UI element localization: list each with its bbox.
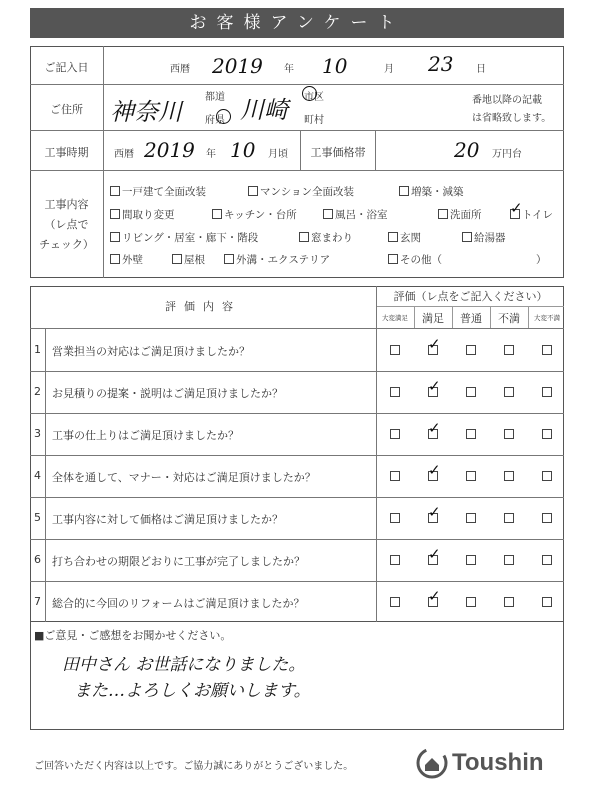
date-year-value[interactable]: 2019 [212, 54, 263, 78]
type-option-other[interactable] [388, 252, 442, 267]
check-mark-icon: ✓ [428, 461, 441, 479]
rating-column-header: 満足 [422, 312, 444, 325]
type-option[interactable] [388, 230, 421, 245]
info-label-divider [103, 46, 104, 278]
rating-checkbox[interactable] [504, 555, 514, 565]
toushin-logo-icon [416, 747, 448, 783]
type-option[interactable] [438, 207, 482, 222]
question-row-divider [30, 497, 564, 498]
rating-checkbox[interactable] [466, 597, 476, 607]
eval-rating-divider [376, 286, 377, 622]
rating-checkbox[interactable] [390, 597, 400, 607]
eval-header: 評価内容 [165, 300, 241, 313]
eval-header-divider [30, 328, 564, 329]
selected-shi-circle [302, 86, 317, 101]
type-option-label: マンション全面改装 [260, 186, 355, 198]
question-row-divider [30, 413, 564, 414]
rating-checkbox[interactable] [542, 513, 552, 523]
type-option-label: 間取り変更 [122, 209, 175, 221]
type-option[interactable] [462, 230, 506, 245]
price-divider-right [375, 130, 376, 170]
address-choson: 町村 [304, 115, 324, 126]
address-note-1: 番地以降の記載 [472, 95, 542, 106]
address-note-2: は省略致します。 [472, 113, 552, 124]
type-option-label: 増築・減築 [411, 186, 464, 198]
rating-checkbox[interactable] [390, 513, 400, 523]
type-option[interactable] [399, 184, 464, 199]
rating-checkbox[interactable] [466, 513, 476, 523]
info-row-divider [30, 130, 564, 131]
period-era: 西暦 [114, 149, 134, 160]
date-era: 西暦 [170, 64, 190, 75]
question-text: 工事の仕上りはご満足頂けましたか？ [52, 429, 239, 442]
rating-checkbox[interactable] [504, 387, 514, 397]
date-month-unit: 月 [384, 64, 394, 75]
house-swirl-icon [416, 747, 448, 779]
address-shi: 市区 [304, 92, 324, 103]
rating-checkbox[interactable] [390, 471, 400, 481]
type-option[interactable] [299, 230, 353, 245]
price-value[interactable]: 20 [454, 138, 480, 162]
rating-checkbox[interactable] [542, 345, 552, 355]
type-option-other-close: ） [536, 254, 547, 266]
question-row-divider [30, 371, 564, 372]
eval-no-divider [45, 328, 46, 622]
rating-checkbox[interactable] [542, 597, 552, 607]
check-mark-icon: ✓ [510, 199, 523, 217]
types-label-1: 工事内容 [44, 198, 89, 211]
period-month-unit: 月頃 [268, 149, 288, 160]
comments-label: ■ご意見・ご感想をお聞かせください。 [34, 629, 232, 642]
types-label-3: チェック） [39, 238, 94, 251]
type-option[interactable] [110, 252, 143, 267]
footer-text: ご回答いただく内容は以上です。ご協力誠にありがとうございました。 [34, 761, 354, 772]
type-option[interactable] [172, 252, 205, 267]
question-row-divider [30, 581, 564, 582]
rating-checkbox[interactable] [466, 555, 476, 565]
rating-checkbox[interactable] [390, 345, 400, 355]
date-month-value[interactable]: 10 [322, 54, 348, 78]
rating-checkbox[interactable] [542, 429, 552, 439]
rating-column-divider [414, 306, 415, 328]
check-mark-icon: ✓ [428, 377, 441, 395]
info-row-divider [30, 170, 564, 171]
date-label: ご記入日 [44, 61, 89, 74]
type-option-label: 屋根 [184, 254, 205, 266]
type-option-label: 一戸建て全面改装 [122, 186, 206, 198]
question-text: 総合的に今回のリフォームはご満足頂けましたか？ [52, 597, 305, 610]
rating-header: 評価（レ点をご記入ください） [393, 290, 548, 303]
rating-checkbox[interactable] [466, 471, 476, 481]
address-fuken: 府県 [205, 115, 225, 126]
rating-checkbox[interactable] [466, 387, 476, 397]
rating-checkbox[interactable] [542, 471, 552, 481]
evaluation-table [30, 286, 564, 622]
address-todo: 都道 [205, 92, 225, 103]
rating-checkbox[interactable] [390, 387, 400, 397]
types-label-2: （レ点で [44, 218, 89, 231]
type-option-label: 外溝・エクステリア [236, 254, 331, 266]
address-city-value[interactable]: 川崎 [240, 96, 288, 124]
price-label: 工事価格帯 [310, 146, 366, 159]
rating-checkbox[interactable] [542, 387, 552, 397]
question-row-divider [30, 539, 564, 540]
check-mark-icon: ✓ [428, 587, 441, 605]
type-option[interactable] [248, 184, 354, 199]
check-mark-icon: ✓ [428, 335, 441, 353]
type-option-label: リビング・居室・廊下・階段 [122, 232, 259, 244]
type-option[interactable] [323, 207, 388, 222]
period-year-unit: 年 [206, 149, 216, 160]
type-option-label: 玄関 [400, 232, 421, 244]
address-label: ご住所 [50, 103, 83, 116]
address-pref-value[interactable]: 神奈川 [110, 98, 182, 126]
rating-checkbox[interactable] [504, 471, 514, 481]
rating-column-header: 大変満足 [382, 314, 408, 322]
type-option-label: トイレ [522, 209, 553, 221]
rating-checkbox[interactable] [390, 429, 400, 439]
period-label: 工事時期 [44, 146, 89, 159]
question-number: 2 [34, 385, 41, 398]
rating-column-divider [528, 306, 529, 328]
question-number: 4 [34, 469, 41, 482]
date-day-value[interactable]: 23 [428, 52, 454, 76]
type-option[interactable] [110, 207, 175, 222]
type-option[interactable] [212, 207, 297, 222]
question-text: お見積りの提案・説明はご満足頂けましたか？ [52, 387, 283, 400]
question-number: 5 [34, 511, 41, 524]
rating-column-header: 不満 [498, 312, 520, 325]
rating-column-header: 大変不満 [534, 314, 560, 322]
check-mark-icon: ✓ [428, 545, 441, 563]
rating-column-divider [490, 306, 491, 328]
rating-column-header: 普通 [460, 312, 482, 325]
question-number: 3 [34, 427, 41, 440]
price-unit: 万円台 [492, 149, 522, 160]
type-option[interactable] [224, 252, 330, 267]
type-option-label: 風呂・浴室 [335, 209, 388, 221]
comment-line-1[interactable]: 田中さん お世話になりました。 [62, 655, 306, 675]
check-mark-icon: ✓ [428, 503, 441, 521]
type-option-label: その他（ [400, 254, 442, 266]
period-year-value[interactable]: 2019 [144, 138, 195, 162]
type-option-label: キッチン・台所 [224, 209, 297, 221]
comment-line-2[interactable]: また…よろしくお願いします。 [74, 681, 311, 701]
rating-subheader-divider [377, 306, 564, 307]
rating-checkbox[interactable] [542, 555, 552, 565]
question-text: 営業担当の対応はご満足頂けましたか？ [52, 345, 250, 358]
selected-ken-circle [216, 109, 231, 124]
date-day-unit: 日 [476, 64, 486, 75]
type-option-label: 窓まわり [311, 232, 353, 244]
rating-column-divider [452, 306, 453, 328]
check-mark-icon: ✓ [428, 419, 441, 437]
rating-checkbox[interactable] [504, 429, 514, 439]
question-row-divider [30, 455, 564, 456]
rating-checkbox[interactable] [390, 555, 400, 565]
question-number: 1 [34, 343, 41, 356]
question-number: 7 [34, 595, 41, 608]
question-number: 6 [34, 553, 41, 566]
type-option-label: 外壁 [122, 254, 143, 266]
rating-checkbox[interactable] [504, 597, 514, 607]
survey-title: お客様アンケート [30, 8, 564, 38]
type-option[interactable] [110, 184, 206, 199]
info-row-divider [30, 84, 564, 85]
type-option[interactable] [110, 230, 258, 245]
period-month-value[interactable]: 10 [230, 138, 256, 162]
rating-checkbox[interactable] [504, 345, 514, 355]
question-text: 打ち合わせの期限どおりに工事が完了しましたか？ [52, 555, 305, 568]
rating-checkbox[interactable] [466, 345, 476, 355]
question-text: 工事内容に対して価格はご満足頂けましたか？ [52, 513, 283, 526]
rating-checkbox[interactable] [466, 429, 476, 439]
date-year-unit: 年 [284, 64, 294, 75]
rating-checkbox[interactable] [504, 513, 514, 523]
type-option-label: 洗面所 [450, 209, 482, 221]
question-text: 全体を通して、マナー・対応はご満足頂けましたか？ [52, 471, 316, 484]
type-option-label: 給湯器 [474, 232, 506, 244]
brand-name: Toushin [452, 749, 544, 776]
